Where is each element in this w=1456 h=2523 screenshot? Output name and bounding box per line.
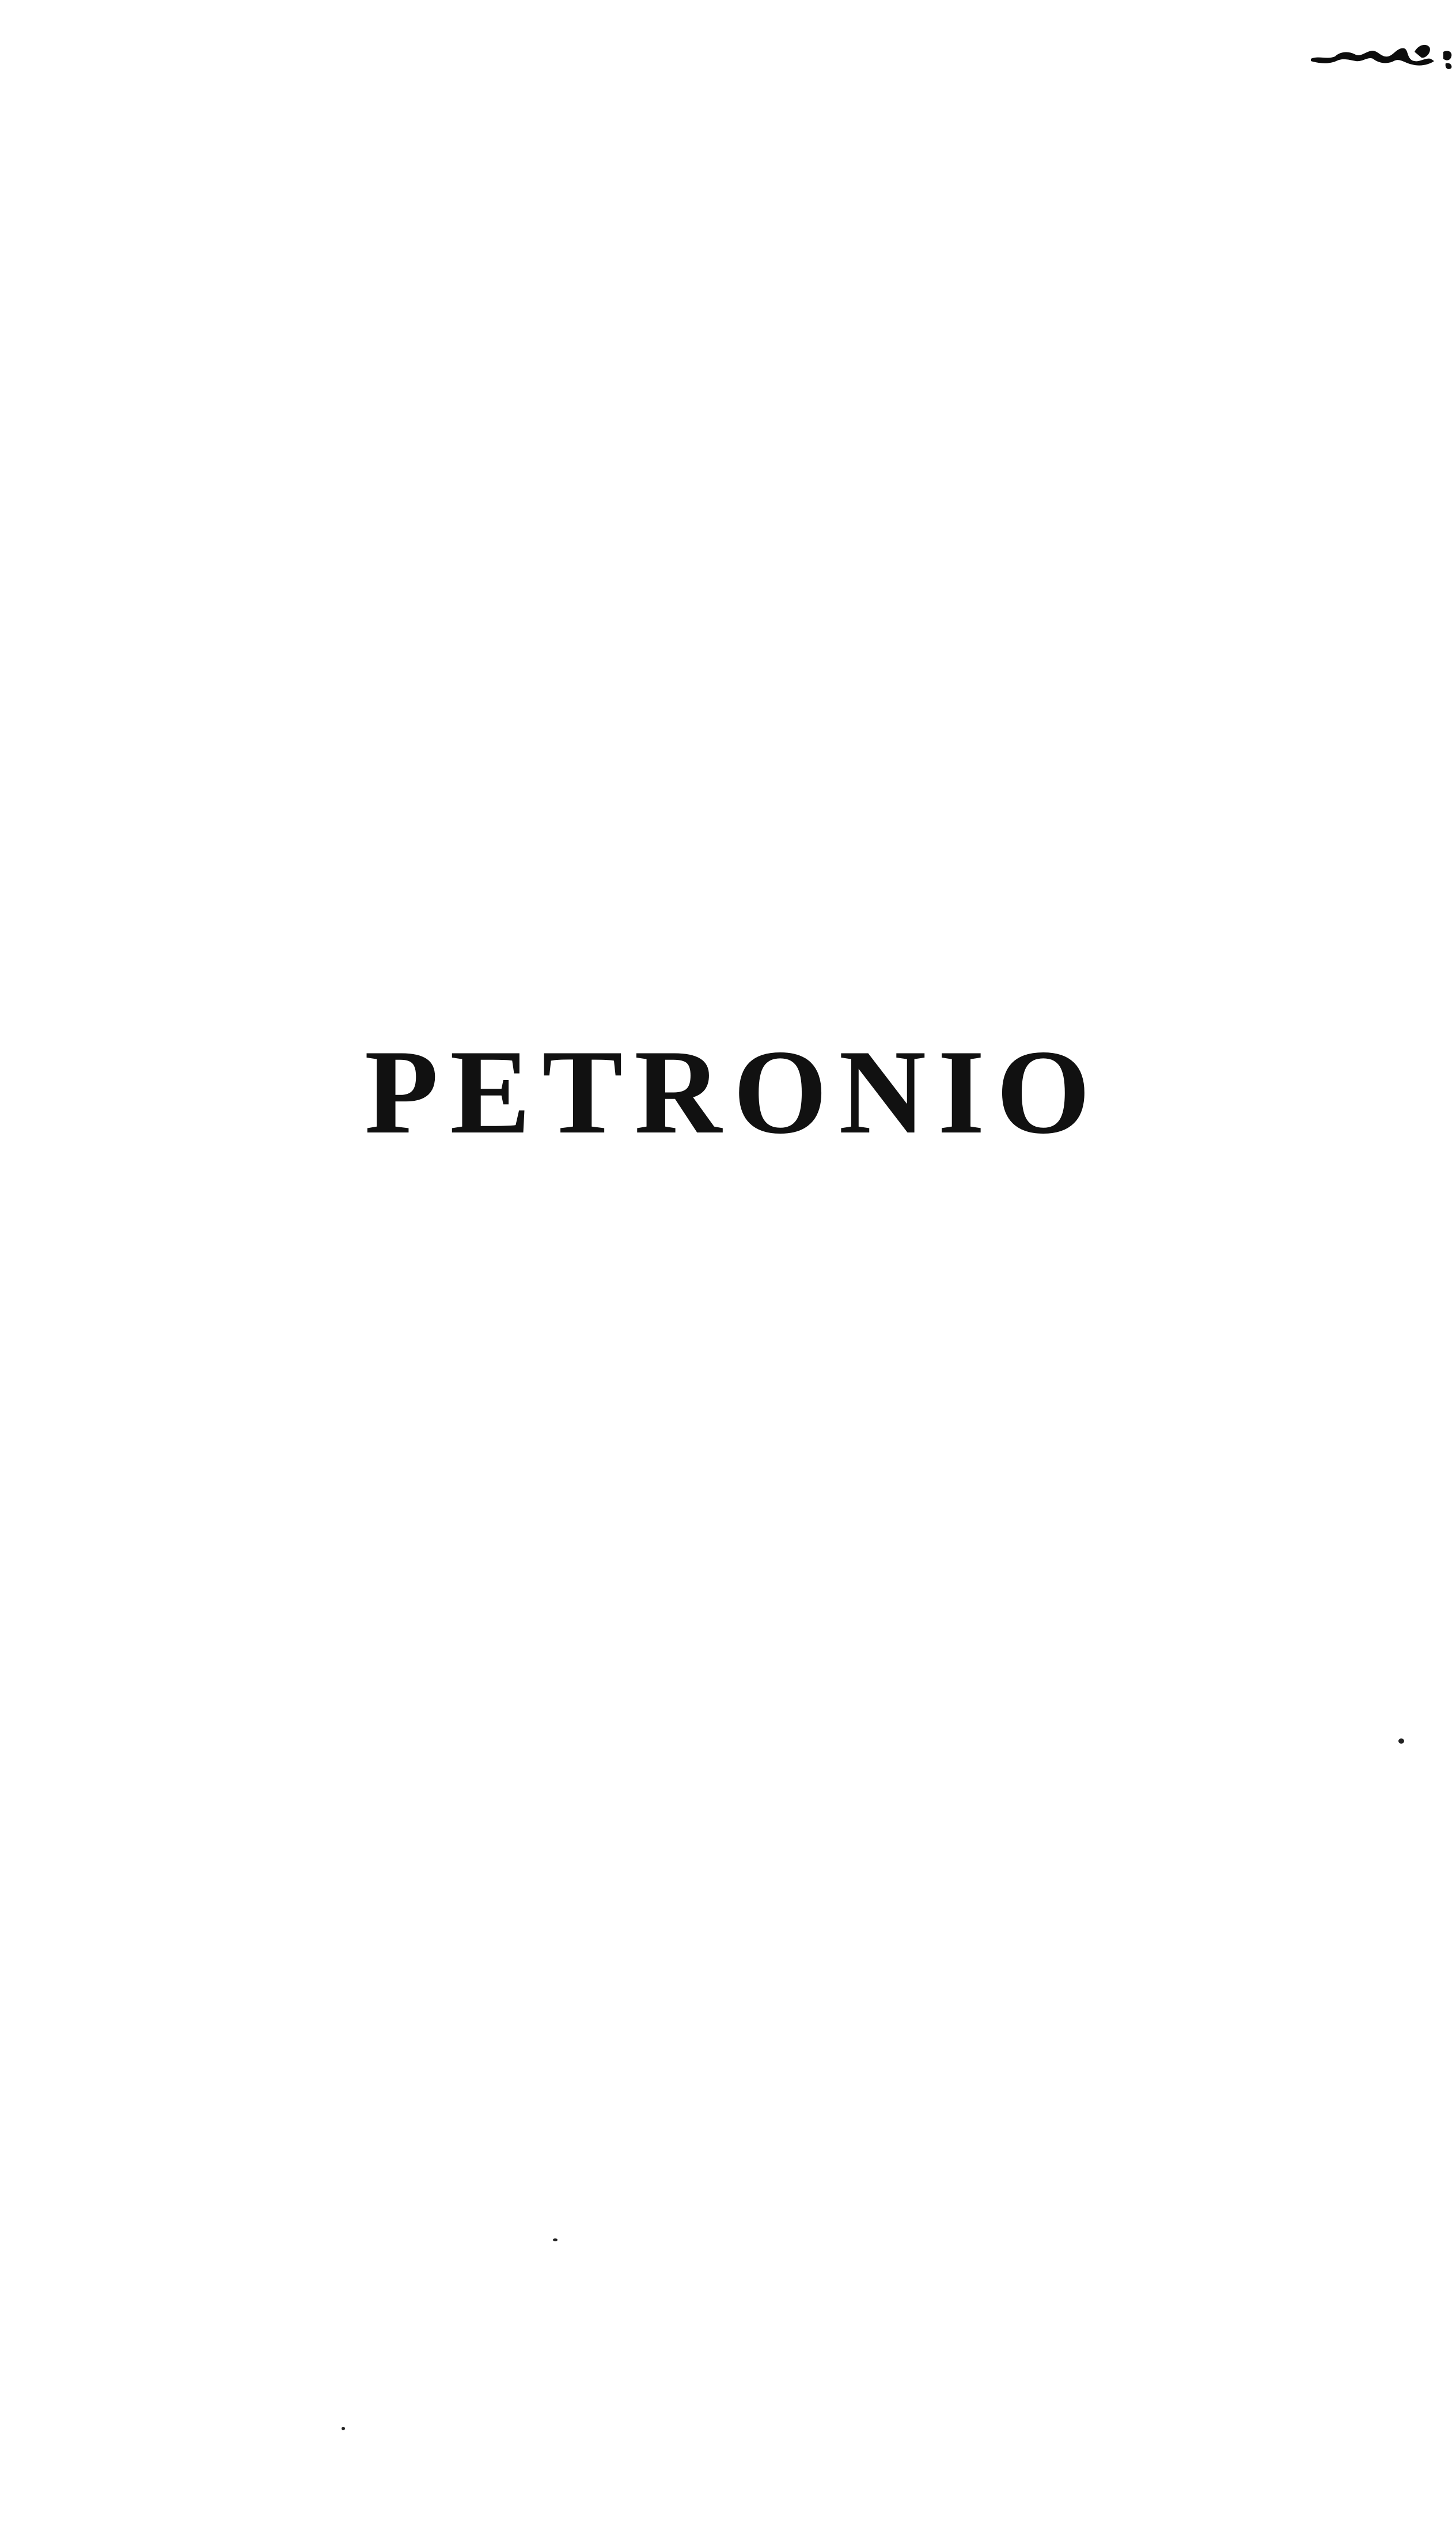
- print-speck: [342, 2427, 345, 2430]
- print-speck: [553, 2238, 558, 2241]
- print-speck: [1398, 1738, 1404, 1744]
- handwritten-mark: [1307, 35, 1456, 81]
- page-title: PETRONIO: [364, 1025, 1102, 1159]
